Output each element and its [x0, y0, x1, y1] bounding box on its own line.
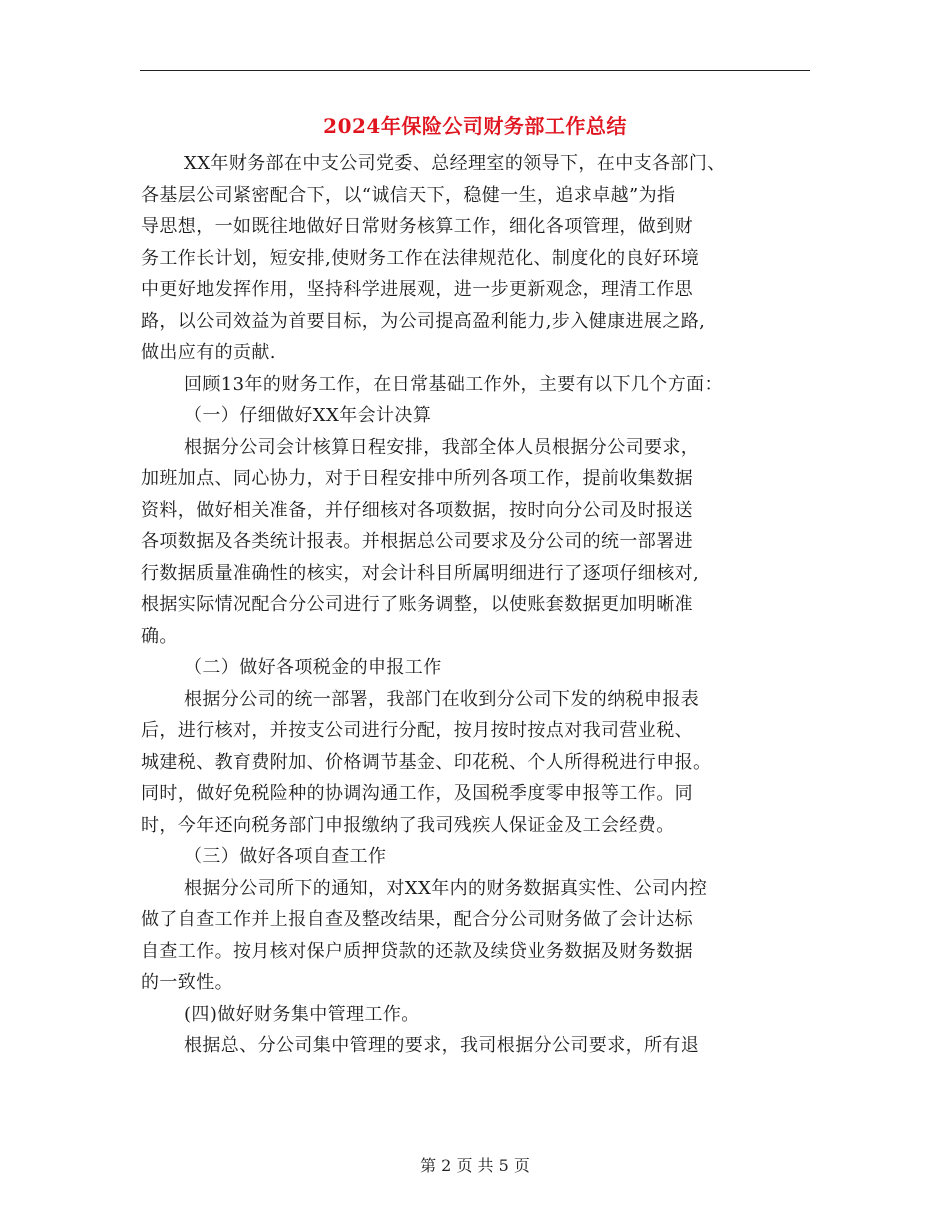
header-rule: [140, 70, 810, 71]
text-line: 加班加点、同心协力，对于日程安排中所列各项工作，提前收集数据: [141, 468, 693, 489]
text-line: 根据分公司会计核算日程安排，我部全体人员根据分公司要求，: [184, 436, 700, 458]
text-line: 的一致性。: [141, 972, 233, 993]
text-line: 后，进行核对，并按支公司进行分配，按月按时按点对我司营业税、: [141, 720, 693, 741]
text-line: XX年财务部在中支公司党委、总经理室的领导下，在中支各部门、: [184, 153, 726, 174]
text-line: 自查工作。按月核对保户质押贷款的还款及续贷业务数据及财务数据: [141, 940, 693, 962]
text-line: （三）做好各项自查工作: [184, 846, 387, 867]
text-line: 回顾13年的财务工作，在日常基础工作外，主要有以下几个方面：: [184, 373, 723, 395]
text-line: 路，以公司效益为首要目标，为公司提高盈利能力,步入健康进展之路,: [141, 310, 706, 332]
text-line: 资料，做好相关准备，并仔细核对各项数据，按时向分公司及时报送: [141, 499, 693, 521]
text-line: 中更好地发挥作用，坚持科学进展观，进一步更新观念，理清工作思: [141, 279, 693, 300]
text-line: 时，今年还向税务部门申报缴纳了我司残疾人保证金及工会经费。: [141, 814, 675, 836]
text-line: (四)做好财务集中管理工作。: [184, 1003, 420, 1025]
document-title: 2024年保险公司财务部工作总结: [323, 114, 627, 138]
text-line: 做了自查工作并上报自查及整改结果，配合分公司财务做了会计达标: [141, 909, 693, 930]
document-body: [141, 148, 813, 1062]
text-line: 导思想，一如既往地做好日常财务核算工作，细化各项管理，做到财: [141, 216, 693, 237]
page-number: 第 2 页 共 5 页: [420, 1156, 530, 1175]
text-line: 做出应有的贡献.: [141, 342, 276, 363]
text-line: 务工作长计划，短安排,使财务工作在法律规范化、制度化的良好环境: [141, 247, 700, 269]
text-line: 确。: [141, 625, 178, 647]
text-line: 根据实际情况配合分公司进行了账务调整，以使账套数据更加明晰准: [141, 594, 693, 615]
text-line: 根据总、分公司集中管理的要求，我司根据分公司要求，所有退: [184, 1035, 700, 1056]
text-line: （二）做好各项税金的申报工作: [184, 657, 442, 678]
text-line: 各基层公司紧密配合下，以“诚信天下，稳健一生，追求卓越”为指: [141, 184, 676, 206]
text-line: 根据分公司的统一部署，我部门在收到分公司下发的纳税申报表: [184, 688, 700, 710]
text-line: （一）仔细做好XX年会计决算: [184, 405, 432, 426]
text-line: 同时，做好免税险种的协调沟通工作，及国税季度零申报等工作。同: [141, 783, 693, 804]
text-line: 城建税、教育费附加、价格调节基金、印花税、个人所得税进行申报。: [141, 751, 712, 773]
text-line: 行数据质量准确性的核实，对会计科目所属明细进行了逐项仔细核对,: [141, 562, 700, 584]
text-line: 根据分公司所下的通知，对XX年内的财务数据真实性、公司内控: [184, 877, 708, 899]
text-line: 各项数据及各类统计报表。并根据总公司要求及分公司的统一部署进: [141, 531, 693, 552]
